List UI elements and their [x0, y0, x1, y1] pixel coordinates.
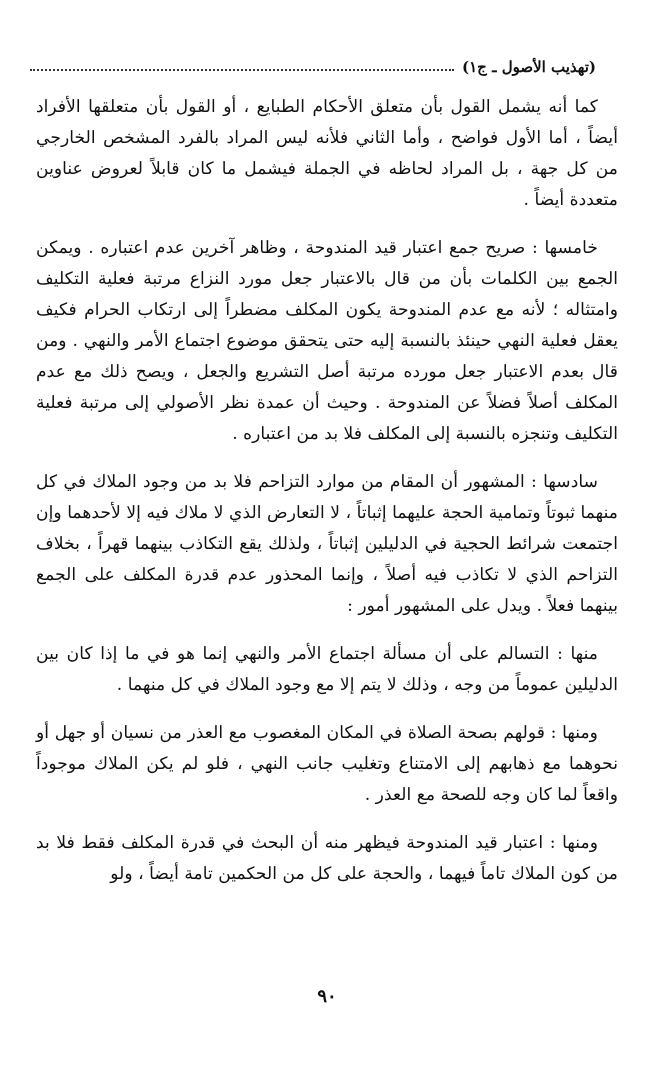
paragraph: كما أنه يشمل القول بأن متعلق الأحكام الطبايع ، أو القول بأن متعلقها الأفراد أيضاً ، أما الأول فواضح ، وأما الثاني فلأنه ليس المراد بالفرد المشخص الخارجي من كل جهة ، بل المراد لحاظه في الجملة فيشمل ما كان قابلاً لعروض عناوين متعددة أيضاً .	[36, 97, 618, 210]
paragraph: خامسها : صريح جمع اعتبار قيد المندوحة ، وظاهر آخرين عدم اعتباره . ويمكن الجمع بين الكلمات بأن من قال بالاعتبار جعل مورد النزاع مرتبة فعلية التكليف وامتثاله ؛ لأنه مع عدم المندوحة يكون المكلف مضطراً إلى ارتكاب الحرام فكيف يعقل فعلية النهي حينئذ بالنسبة إليه حتى يتحقق موضوع اجتماع الأمر والنهي . ومن قال بعدم الاعتبار جعل مورده مرتبة أصل التشريع والجعل ، ويصح ذلك مع عدم المكلف أصلاً فضلاً عن المندوحة . وحيث أن عمدة نظر الأصولي إلى مرتبة فعلية التكليف وتنجزه بالنسبة إلى المكلف فلا بد من اعتباره .	[36, 238, 618, 444]
page-number: ٩٠	[317, 986, 337, 1007]
paragraph: منها : التسالم على أن مسألة اجتماع الأمر والنهي إنما هو في ما إذا كان بين الدليلين عموماً من وجه ، وذلك لا يتم إلا مع وجود الملاك في كل منهما .	[36, 644, 618, 695]
paragraph: ومنها : اعتبار قيد المندوحة فيظهر منه أن البحث في قدرة المكلف فقط فلا بد من كون الملاك تاماً فيهما ، والحجة على كل من الحكمين تامة أيضاً ، ولو	[36, 833, 618, 884]
header-title: (تهذيب الأصول ـ ج١)	[462, 58, 596, 76]
main-text	[36, 92, 618, 907]
paragraph: سادسها : المشهور أن المقام من موارد التزاحم فلا بد من وجود الملاك في كل منهما ثبوتاً وتمامية الحجة عليهما إثباتاً ، لا التعارض الذي لا ملاك فيه إلا لأحدهما وإن اجتمعت شرائط الحجية في الدليلين إثباتاً ، ولذلك يقع التكاذب بينهما قهراً ، بخلاف التزاحم الذي لا تكاذب فيه أصلاً ، وإنما المحذور عدم قدرة المكلف على الجمع بينهما فعلاً . ويدل على المشهور أمور :	[36, 472, 618, 616]
running-header	[30, 54, 596, 80]
paragraph: ومنها : قولهم بصحة الصلاة في المكان المغصوب مع العذر من نسيان أو جهل أو نحوهما مع ذهابهم إلى الامتناع وتغليب جانب النهي ، فلو لم يكن الملاك موجوداً واقعاً لما كان وجه للصحة مع العذر .	[36, 723, 618, 805]
header-dotted-rule	[30, 69, 454, 71]
